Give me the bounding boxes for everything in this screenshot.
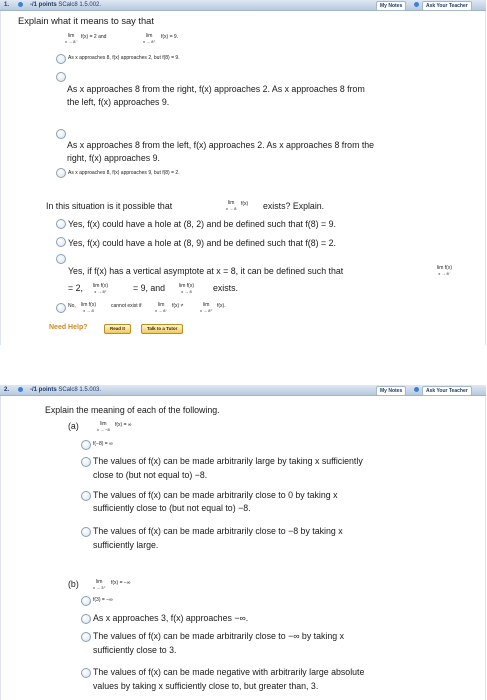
inline-limit: lim f(x) x → 8⁻ xyxy=(437,265,453,276)
question-2-body xyxy=(0,396,486,700)
question-1-body xyxy=(0,11,486,345)
question-1-header xyxy=(0,0,486,11)
option-radio[interactable] xyxy=(56,168,66,178)
part-b-label: (b) xyxy=(68,579,79,589)
my-notes-button[interactable]: My Notes xyxy=(376,1,406,11)
inline-limit: lim f(x) x → 8⁺ xyxy=(93,283,109,294)
status-dot-icon xyxy=(18,387,23,392)
option-radio[interactable] xyxy=(81,596,91,606)
option-radio[interactable] xyxy=(56,129,66,139)
question-2-panel xyxy=(0,385,486,700)
option-radio[interactable] xyxy=(56,237,66,247)
ask-teacher-button[interactable]: Ask Your Teacher xyxy=(422,386,472,396)
option-text: Yes, if f(x) has a vertical asymptote at x = 8, it can be defined such that xyxy=(68,266,344,276)
option-text: Yes, f(x) could have a hole at (8, 2) and be defined such that f(8) = 9. xyxy=(68,219,336,229)
option-text: f(3) = −∞ xyxy=(93,597,113,603)
option-text: exists. xyxy=(213,283,238,293)
option-text: As x approaches 8, f(x) approaches 9, but f(8) = 2. xyxy=(68,170,180,176)
part-a-limit: lim x → −8 xyxy=(97,421,110,432)
option-radio[interactable] xyxy=(81,491,91,501)
my-notes-button[interactable]: My Notes xyxy=(376,386,406,396)
option-text: cannot exist if xyxy=(111,303,142,309)
sub-question-end: exists? Explain. xyxy=(263,201,325,211)
question-number: 1. xyxy=(4,2,10,8)
option-text: values by taking x sufficiently close to, but greater than, 3. xyxy=(93,681,319,691)
inline-limit: lim x → 8⁻ xyxy=(155,302,168,313)
option-text: The values of f(x) can be made negative with arbitrarily large absolute xyxy=(93,667,365,677)
points-label: -/1 points SCalc8 1.5.003. xyxy=(30,387,102,393)
option-radio[interactable] xyxy=(81,614,91,624)
option-radio[interactable] xyxy=(81,632,91,642)
option-text: No, xyxy=(68,303,76,309)
option-text: As x approaches 3, f(x) approaches −∞. xyxy=(93,613,249,623)
ask-teacher-button[interactable]: Ask Your Teacher xyxy=(422,1,472,11)
option-text: f(x). xyxy=(217,303,226,309)
sub-question-fx: f(x) xyxy=(241,201,249,207)
option-text: The values of f(x) can be made arbitrarily close to 0 by taking x xyxy=(93,490,338,500)
status-dot-icon xyxy=(18,2,23,7)
option-text: the left, f(x) approaches 9. xyxy=(67,97,170,107)
option-text: The values of f(x) can be made arbitrarily close to −∞ by taking x xyxy=(93,631,344,641)
limit-right: lim x → 8⁺ xyxy=(143,33,156,44)
option-text: f(−8) = ∞ xyxy=(93,441,113,447)
option-radio[interactable] xyxy=(56,254,66,264)
ask-teacher-icon xyxy=(414,387,419,392)
points-label: -/1 points SCalc8 1.5.002. xyxy=(30,2,102,8)
option-text: sufficiently close to (but not equal to) −8. xyxy=(93,503,251,513)
option-text: f(x) ≠ xyxy=(172,303,184,309)
option-radio[interactable] xyxy=(56,54,66,64)
option-radio[interactable] xyxy=(56,72,66,82)
inline-limit: lim f(x) x → 8 xyxy=(81,302,97,313)
option-text: sufficiently large. xyxy=(93,540,159,550)
option-text: close to (but not equal to) −8. xyxy=(93,470,208,480)
option-text: = 2, xyxy=(68,283,83,293)
limit-left: lim x → 8⁻ xyxy=(65,33,78,44)
ask-teacher-icon xyxy=(414,2,419,7)
talk-to-tutor-button[interactable]: Talk to a Tutor xyxy=(141,324,183,334)
option-text: As x approaches 8, f(x) approaches 2, but f(8) = 9. xyxy=(68,55,180,61)
read-it-button[interactable]: Read It xyxy=(104,324,131,334)
sub-question-limit: lim x → 8 xyxy=(226,200,237,211)
option-radio[interactable] xyxy=(81,440,91,450)
option-text: The values of f(x) can be made arbitrarily large by taking x sufficiently xyxy=(93,456,363,466)
option-radio[interactable] xyxy=(56,303,66,313)
expr-part1: f(x) = 2 and xyxy=(81,34,107,40)
question-text: Explain what it means to say that xyxy=(18,16,154,26)
part-b-expr: f(x) = −∞ xyxy=(111,580,131,586)
option-radio[interactable] xyxy=(81,457,91,467)
part-a-label: (a) xyxy=(68,421,79,431)
option-text: As x approaches 8 from the right, f(x) approaches 2. As x approaches 8 from xyxy=(67,84,365,94)
option-text: As x approaches 8 from the left, f(x) approaches 2. As x approaches 8 from the xyxy=(67,140,375,150)
option-text: Yes, f(x) could have a hole at (8, 9) and be defined such that f(8) = 2. xyxy=(68,238,336,248)
option-radio[interactable] xyxy=(81,668,91,678)
inline-limit: lim x → 8⁺ xyxy=(200,302,213,313)
option-radio[interactable] xyxy=(56,219,66,229)
need-help-label: Need Help? xyxy=(49,324,88,331)
sub-question-text: In this situation is it possible that xyxy=(46,201,173,211)
part-b-limit: lim x → 3⁺ xyxy=(93,579,106,590)
option-text: right, f(x) approaches 9. xyxy=(67,153,160,163)
expr-part2: f(x) = 9. xyxy=(161,34,179,40)
question-number: 2. xyxy=(4,387,10,393)
option-text: = 9, and xyxy=(133,283,166,293)
option-radio[interactable] xyxy=(81,527,91,537)
question-text: Explain the meaning of each of the following. xyxy=(45,405,220,415)
question-2-header xyxy=(0,385,486,396)
part-a-expr: f(x) = ∞ xyxy=(115,422,132,428)
inline-limit: lim f(x) x → 8 xyxy=(179,283,195,294)
option-text: The values of f(x) can be made arbitrarily close to −8 by taking x xyxy=(93,526,343,536)
option-text: sufficiently close to 3. xyxy=(93,645,177,655)
question-1-panel xyxy=(0,0,486,345)
